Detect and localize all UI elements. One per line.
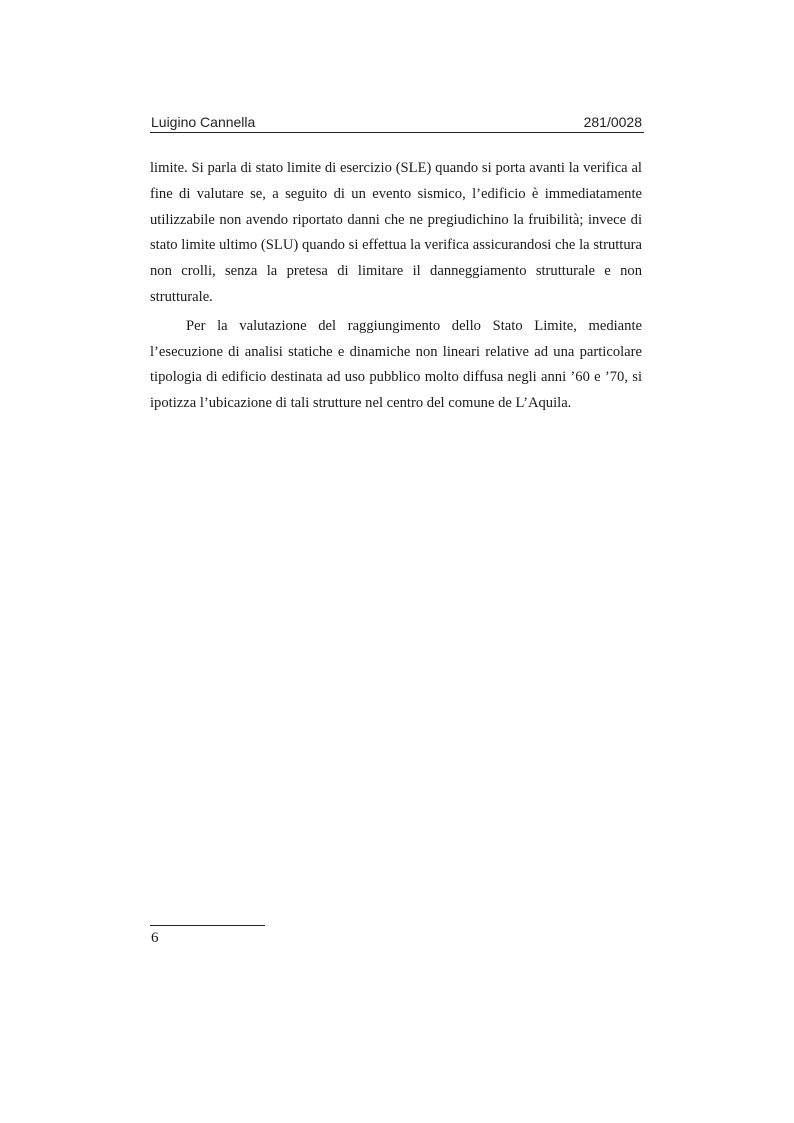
header-document-code: 281/0028 [583, 114, 642, 130]
header-author: Luigino Cannella [151, 114, 256, 130]
body-paragraph-1: limite. Si parla di stato limite di esercizio (SLE) quando si porta avanti la verifica al fine di valutare se, a seguito di un evento sismico, l’edificio è immediatamente utilizzabile non avendo riportato danni che ne pregiudichino la fruibilità; invece di stato limite ultimo (SLU) quando si effettua la verifica assicurandosi che la struttura non crolli, senza la pretesa di limitare il danneggiamento strutturale e non strutturale. [150, 160, 642, 305]
footnote-separator [150, 925, 265, 926]
footnote-number: 6 [151, 930, 159, 946]
page-header [150, 112, 644, 133]
body-text [150, 156, 642, 417]
body-paragraph-2: Per la valutazione del raggiungimento dello Stato Limite, mediante l’esecuzione di analisi statiche e dinamiche non lineari relative ad una particolare tipologia di edificio destinata ad uso pubblico molto diffusa negli anni ’60 e ’70, si ipotizza l’ubicazione di tali strutture nel centro del comune de L’Aquila. [150, 317, 642, 412]
